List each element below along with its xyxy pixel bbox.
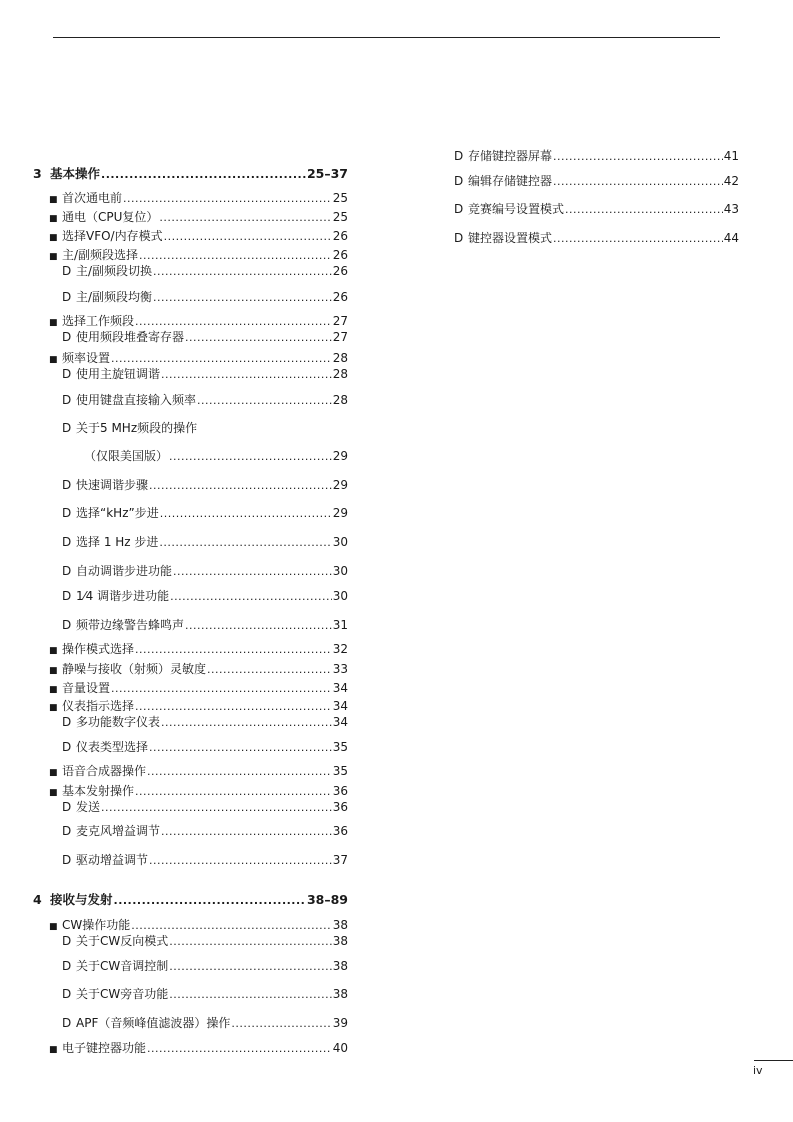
toc-entry-page: 29 bbox=[332, 478, 348, 492]
toc-entry-label: 选择工作频段 bbox=[62, 314, 135, 328]
sub-entry-marker: D bbox=[62, 740, 72, 754]
dot-leader bbox=[147, 764, 332, 779]
toc-entry-page: 26 bbox=[332, 290, 348, 304]
toc-entry-page: 38 bbox=[332, 987, 348, 1001]
sub-entry-marker: D bbox=[62, 853, 72, 867]
toc-entry-page: 34 bbox=[332, 699, 348, 713]
sub-entry-marker: D bbox=[454, 149, 464, 163]
toc-entry-label: APF（音频峰值滤波器）操作 bbox=[76, 1016, 231, 1030]
chapter-pages: 25–37 bbox=[306, 166, 348, 181]
toc-entry-page: 31 bbox=[332, 618, 348, 632]
toc-entry[interactable] bbox=[62, 934, 348, 949]
dot-leader bbox=[160, 506, 332, 521]
toc-entry-page: 28 bbox=[332, 367, 348, 381]
toc-entry[interactable] bbox=[49, 699, 348, 715]
sub-entry-marker: D bbox=[62, 535, 72, 549]
square-bullet-icon: ■ bbox=[49, 1045, 58, 1055]
chapter-number: 3 bbox=[33, 166, 42, 181]
sub-entry-marker: D bbox=[62, 800, 72, 814]
toc-entry-label: 快速调谐步骤 bbox=[76, 478, 149, 492]
toc-entry-page: 37 bbox=[332, 853, 348, 867]
dot-leader bbox=[185, 618, 332, 633]
page-number: iv bbox=[753, 1064, 763, 1077]
dot-leader bbox=[135, 314, 332, 329]
toc-entry[interactable] bbox=[62, 800, 348, 815]
toc-entry-label: 存储键控器屏幕 bbox=[468, 149, 553, 163]
toc-entry-page: 29 bbox=[332, 506, 348, 520]
toc-entry-page: 27 bbox=[332, 330, 348, 344]
toc-entry[interactable] bbox=[454, 231, 739, 246]
dot-leader bbox=[164, 229, 332, 244]
dot-leader bbox=[149, 740, 332, 755]
toc-entry-label: 自动调谐步进功能 bbox=[76, 564, 173, 578]
toc-entry-page: 36 bbox=[332, 784, 348, 798]
toc-entry-page: 33 bbox=[332, 662, 348, 676]
sub-entry-marker: D bbox=[62, 506, 72, 520]
sub-entry-marker: D bbox=[454, 231, 464, 245]
sub-entry-marker: D bbox=[62, 715, 72, 729]
square-bullet-icon: ■ bbox=[49, 355, 58, 365]
header-rule bbox=[53, 37, 720, 38]
toc-entry[interactable] bbox=[62, 506, 348, 521]
dot-leader bbox=[231, 1016, 331, 1031]
dot-leader bbox=[111, 681, 332, 696]
dot-leader bbox=[153, 290, 332, 305]
toc-entry-page: 30 bbox=[332, 564, 348, 578]
dot-leader bbox=[169, 449, 332, 464]
toc-entry[interactable] bbox=[62, 618, 348, 633]
toc-entry[interactable] bbox=[62, 330, 348, 345]
toc-entry[interactable] bbox=[84, 449, 348, 464]
dot-leader bbox=[161, 367, 332, 382]
dot-leader bbox=[139, 248, 332, 263]
dot-leader bbox=[185, 330, 332, 345]
toc-entry[interactable] bbox=[49, 229, 348, 245]
toc-entry-label: 基本发射操作 bbox=[62, 784, 135, 798]
square-bullet-icon: ■ bbox=[49, 685, 58, 695]
toc-entry[interactable] bbox=[62, 535, 348, 550]
toc-entry-label: 发送 bbox=[76, 800, 101, 814]
sub-entry-marker: D bbox=[62, 478, 72, 492]
dot-leader bbox=[161, 715, 332, 730]
toc-entry[interactable] bbox=[62, 478, 348, 493]
toc-entry[interactable] bbox=[62, 824, 348, 839]
sub-entry-marker: D bbox=[62, 618, 72, 632]
square-bullet-icon: ■ bbox=[49, 666, 58, 676]
toc-entry-label: 使用主旋钮调谐 bbox=[76, 367, 161, 381]
toc-entry-page: 27 bbox=[332, 314, 348, 328]
toc-entry[interactable] bbox=[454, 174, 739, 189]
toc-entry-page: 44 bbox=[723, 231, 739, 245]
dot-leader bbox=[565, 202, 723, 217]
toc-entry-label: 键控器设置模式 bbox=[468, 231, 553, 245]
sub-entry-marker: D bbox=[62, 959, 72, 973]
toc-entry-label: 主/副频段均衡 bbox=[76, 290, 153, 304]
square-bullet-icon: ■ bbox=[49, 703, 58, 713]
dot-leader bbox=[149, 478, 332, 493]
toc-entry-label: 关于CW音调控制 bbox=[76, 959, 169, 973]
toc-entry[interactable] bbox=[62, 987, 348, 1002]
sub-entry-marker: D bbox=[62, 1016, 72, 1030]
sub-entry-marker: D bbox=[62, 987, 72, 1001]
toc-entry-label: 驱动增益调节 bbox=[76, 853, 149, 867]
toc-entry[interactable] bbox=[62, 393, 348, 408]
square-bullet-icon: ■ bbox=[49, 646, 58, 656]
toc-entry-page: 25 bbox=[332, 191, 348, 205]
dot-leader bbox=[131, 918, 331, 933]
sub-entry-marker: D bbox=[62, 367, 72, 381]
toc-entry-page: 29 bbox=[332, 449, 348, 463]
toc-entry-page: 35 bbox=[332, 764, 348, 778]
dot-leader bbox=[161, 824, 332, 839]
toc-entry-label: 语音合成器操作 bbox=[62, 764, 147, 778]
square-bullet-icon: ■ bbox=[49, 252, 58, 262]
sub-entry-marker: D bbox=[62, 290, 72, 304]
toc-entry[interactable] bbox=[49, 764, 348, 780]
toc-entry-label: 选择VFO/内存模式 bbox=[62, 229, 163, 243]
dot-leader bbox=[553, 149, 723, 164]
toc-entry-label: 频率设置 bbox=[62, 351, 111, 365]
sub-entry-marker: D bbox=[62, 421, 72, 435]
sub-entry-marker: D bbox=[62, 330, 72, 344]
toc-entry-page: 30 bbox=[332, 589, 348, 603]
toc-entry-label: 仪表指示选择 bbox=[62, 699, 135, 713]
toc-entry[interactable] bbox=[62, 367, 348, 382]
dot-leader bbox=[101, 167, 306, 182]
toc-entry-label: 使用键盘直接输入频率 bbox=[76, 393, 197, 407]
chapter-number: 4 bbox=[33, 892, 42, 907]
toc-entry-label: 音量设置 bbox=[62, 681, 111, 695]
toc-entry[interactable] bbox=[49, 314, 348, 330]
dot-leader bbox=[153, 264, 332, 279]
dot-leader bbox=[173, 564, 332, 579]
toc-entry-label: CW操作功能 bbox=[62, 918, 131, 932]
dot-leader bbox=[170, 589, 332, 604]
toc-entry-label: 通电（CPU复位） bbox=[62, 210, 159, 224]
dot-leader bbox=[159, 535, 331, 550]
sub-entry-marker: D bbox=[62, 393, 72, 407]
toc-entry-page: 26 bbox=[332, 229, 348, 243]
toc-entry-label: 竞赛编号设置模式 bbox=[468, 202, 565, 216]
toc-entry-page: 26 bbox=[332, 264, 348, 278]
toc-entry-label: 麦克风增益调节 bbox=[76, 824, 161, 838]
toc-entry-label: 选择“kHz”步进 bbox=[76, 506, 159, 520]
toc-entry-page: 40 bbox=[332, 1041, 348, 1055]
square-bullet-icon: ■ bbox=[49, 922, 58, 932]
dot-leader bbox=[149, 853, 332, 868]
dot-leader bbox=[135, 784, 332, 799]
toc-entry-page: 32 bbox=[332, 642, 348, 656]
toc-entry-label: 静噪与接收（射频）灵敏度 bbox=[62, 662, 207, 676]
toc-entry[interactable] bbox=[49, 210, 348, 226]
toc-entry-page: 25 bbox=[332, 210, 348, 224]
toc-entry-label: 仪表类型选择 bbox=[76, 740, 149, 754]
toc-entry-page: 28 bbox=[332, 351, 348, 365]
toc-entry-label: （仅限美国版） bbox=[84, 449, 169, 463]
toc-entry-page: 26 bbox=[332, 248, 348, 262]
toc-entry[interactable] bbox=[62, 1016, 348, 1031]
dot-leader bbox=[147, 1041, 332, 1056]
dot-leader bbox=[169, 987, 331, 1002]
dot-leader bbox=[114, 893, 306, 908]
toc-entry[interactable] bbox=[49, 248, 348, 264]
dot-leader bbox=[135, 699, 332, 714]
toc-entry-page: 41 bbox=[723, 149, 739, 163]
toc-entry-label: 主/副频段选择 bbox=[62, 248, 139, 262]
dot-leader bbox=[553, 231, 723, 246]
toc-entry[interactable] bbox=[454, 202, 739, 217]
toc-entry-label: 关于CW旁音功能 bbox=[76, 987, 169, 1001]
sub-entry-marker: D bbox=[454, 202, 464, 216]
toc-entry-label: 编辑存储键控器 bbox=[468, 174, 553, 188]
square-bullet-icon: ■ bbox=[49, 788, 58, 798]
dot-leader bbox=[123, 191, 332, 206]
toc-entry-page: 34 bbox=[332, 681, 348, 695]
toc-entry-page: 38 bbox=[332, 959, 348, 973]
toc-chapter-3[interactable] bbox=[33, 167, 348, 182]
square-bullet-icon: ■ bbox=[49, 195, 58, 205]
toc-entry-label: 频带边缘警告蜂鸣声 bbox=[76, 618, 185, 632]
toc-entry[interactable] bbox=[49, 918, 348, 934]
toc-entry-page: 36 bbox=[332, 800, 348, 814]
square-bullet-icon: ■ bbox=[49, 214, 58, 224]
toc-entry-page: 28 bbox=[332, 393, 348, 407]
toc-entry[interactable] bbox=[49, 351, 348, 367]
chapter-pages: 38–89 bbox=[306, 892, 348, 907]
sub-entry-marker: D bbox=[454, 174, 464, 188]
toc-entry-page: 36 bbox=[332, 824, 348, 838]
dot-leader bbox=[169, 959, 331, 974]
toc-entry-page: 30 bbox=[332, 535, 348, 549]
chapter-title: 接收与发射 bbox=[50, 892, 113, 907]
toc-entry-label: 选择 1 Hz 步进 bbox=[76, 535, 159, 549]
toc-entry-page: 38 bbox=[332, 934, 348, 948]
toc-entry[interactable] bbox=[62, 715, 348, 730]
toc-entry-page: 35 bbox=[332, 740, 348, 754]
footer-rule bbox=[754, 1060, 793, 1061]
toc-entry[interactable] bbox=[62, 853, 348, 868]
toc-entry-label: 主/副频段切换 bbox=[76, 264, 153, 278]
chapter-title: 基本操作 bbox=[50, 166, 101, 181]
dot-leader bbox=[169, 934, 331, 949]
sub-entry-marker: D bbox=[62, 564, 72, 578]
dot-leader bbox=[207, 662, 332, 677]
toc-entry[interactable] bbox=[454, 149, 739, 164]
toc-entry[interactable] bbox=[49, 642, 348, 658]
dot-leader bbox=[101, 800, 332, 815]
toc-entry-label: 使用频段堆叠寄存器 bbox=[76, 330, 185, 344]
toc-entry[interactable] bbox=[49, 662, 348, 678]
toc-entry-page: 39 bbox=[332, 1016, 348, 1030]
toc-entry-label: 操作模式选择 bbox=[62, 642, 135, 656]
toc-entry[interactable] bbox=[62, 264, 348, 279]
sub-entry-marker: D bbox=[62, 824, 72, 838]
toc-entry[interactable] bbox=[62, 564, 348, 579]
toc-entry[interactable] bbox=[49, 784, 348, 800]
square-bullet-icon: ■ bbox=[49, 233, 58, 243]
toc-entry-label: 多功能数字仪表 bbox=[76, 715, 161, 729]
toc-entry-page: 34 bbox=[332, 715, 348, 729]
toc-entry-label: 首次通电前 bbox=[62, 191, 123, 205]
toc-entry[interactable] bbox=[62, 589, 348, 604]
toc-entry-label: 1⁄4 调谐步进功能 bbox=[76, 589, 170, 603]
dot-leader bbox=[111, 351, 332, 366]
dot-leader bbox=[135, 642, 332, 657]
toc-entry-label: 关于CW反向模式 bbox=[76, 934, 169, 948]
toc-entry[interactable] bbox=[49, 191, 348, 207]
dot-leader bbox=[553, 174, 723, 189]
toc-entry[interactable] bbox=[62, 421, 348, 435]
toc-entry[interactable] bbox=[49, 1041, 348, 1057]
toc-entry-page: 43 bbox=[723, 202, 739, 216]
square-bullet-icon: ■ bbox=[49, 318, 58, 328]
square-bullet-icon: ■ bbox=[49, 768, 58, 778]
toc-entry[interactable] bbox=[62, 740, 348, 755]
sub-entry-marker: D bbox=[62, 264, 72, 278]
toc-entry-label: 电子键控器功能 bbox=[62, 1041, 147, 1055]
sub-entry-marker: D bbox=[62, 589, 72, 603]
toc-entry-label: 关于5 MHz频段的操作 bbox=[76, 421, 198, 435]
toc-chapter-4[interactable] bbox=[33, 893, 348, 908]
toc-entry[interactable] bbox=[49, 681, 348, 697]
toc-entry-page: 38 bbox=[332, 918, 348, 932]
toc-entry[interactable] bbox=[62, 959, 348, 974]
dot-leader bbox=[159, 210, 331, 225]
sub-entry-marker: D bbox=[62, 934, 72, 948]
toc-entry[interactable] bbox=[62, 290, 348, 305]
toc-entry-page: 42 bbox=[723, 174, 739, 188]
dot-leader bbox=[197, 393, 332, 408]
